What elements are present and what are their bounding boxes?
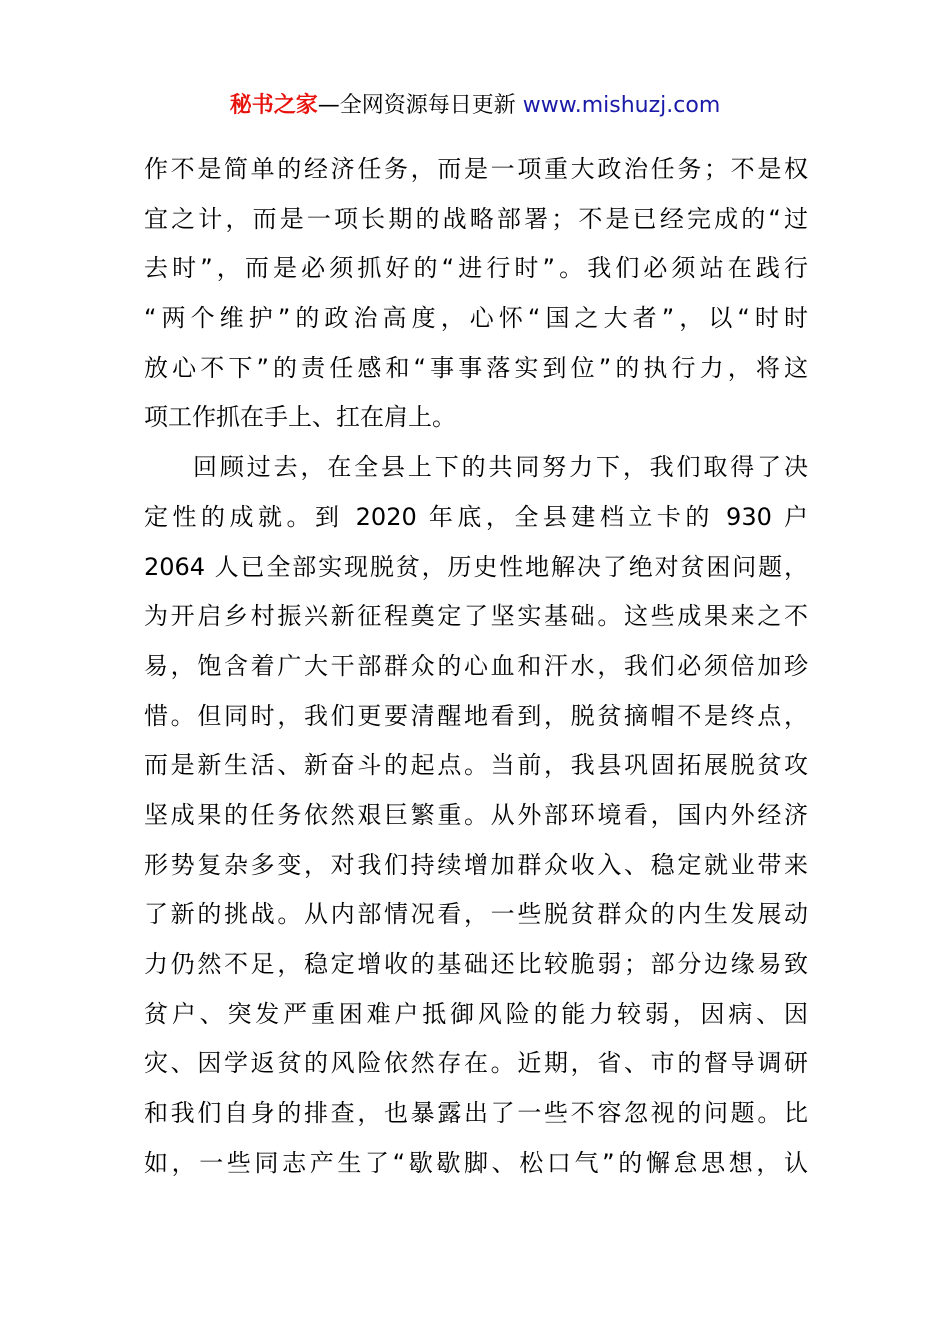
- text-line: 易，饱含着广大干部群众的心血和汗水，我们必须倍加珍: [144, 651, 808, 680]
- text-line: 放心不下”的责任感和“事事落实到位”的执行力，将这: [144, 353, 808, 382]
- text-line: “两个维护”的政治高度，心怀“国之大者”，以“时时: [144, 304, 808, 333]
- text-line: 惜。但同时，我们更要清醒地看到，脱贫摘帽不是终点，: [144, 701, 808, 730]
- text-line: 为开启乡村振兴新征程奠定了坚实基础。这些成果来之不: [144, 602, 808, 631]
- site-url: www.mishuzj.com: [522, 93, 721, 118]
- text-line: 如，一些同志产生了“歇歇脚、松口气”的懈怠思想，认: [144, 1148, 808, 1177]
- text-line: 2064 人已全部实现脱贫，历史性地解决了绝对贫困问题，: [144, 552, 808, 581]
- text-line: 作不是简单的经济任务，而是一项重大政治任务；不是权: [144, 155, 808, 183]
- text-line: 了新的挑战。从内部情况看，一些脱贫群众的内生发展动: [144, 900, 808, 929]
- text-line: 定性的成就。到 2020 年底，全县建档立卡的 930 户: [144, 502, 808, 531]
- text-line-paragraph-start: 回顾过去，在全县上下的共同努力下，我们取得了决: [193, 453, 808, 482]
- text-line: 力仍然不足，稳定增收的基础还比较脆弱；部分边缘易致: [144, 950, 808, 978]
- page-header: [0, 88, 950, 124]
- text-line: 而是新生活、新奋斗的起点。当前，我县巩固拓展脱贫攻: [144, 751, 808, 780]
- text-line: 和我们自身的排查，也暴露出了一些不容忽视的问题。比: [144, 1099, 808, 1128]
- document-body: [144, 145, 808, 1188]
- header-tagline: —全网资源每日更新: [317, 93, 523, 118]
- text-line-paragraph-end: 项工作抓在手上、扛在肩上。: [144, 403, 456, 432]
- text-line: 贫户、突发严重困难户抵御风险的能力较弱，因病、因: [144, 999, 808, 1028]
- text-line: 灾、因学返贫的风险依然存在。近期，省、市的督导调研: [144, 1049, 808, 1078]
- text-line: 去时”，而是必须抓好的“进行时”。我们必须站在践行: [144, 254, 808, 283]
- text-line: 形势复杂多变，对我们持续增加群众收入、稳定就业带来: [144, 850, 808, 879]
- text-line: 宜之计，而是一项长期的战略部署；不是已经完成的“过: [144, 204, 808, 233]
- text-line: 坚成果的任务依然艰巨繁重。从外部环境看，国内外经济: [144, 800, 808, 829]
- brand-name: 秘书之家: [229, 93, 318, 118]
